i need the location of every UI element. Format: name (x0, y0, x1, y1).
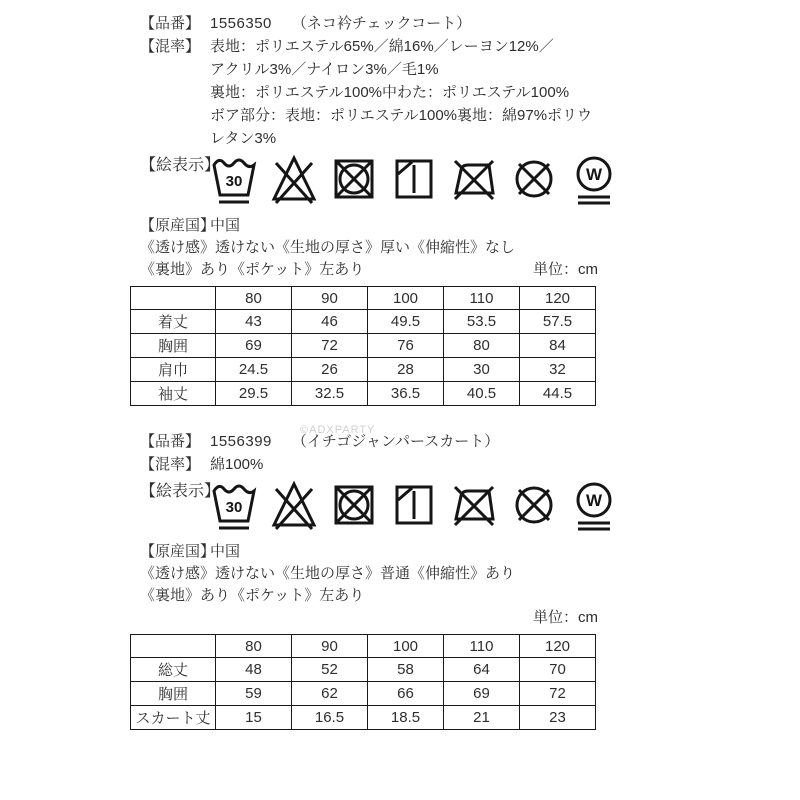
do-not-dry-clean-icon (510, 478, 558, 534)
wash-temp-text: 30 (225, 173, 243, 190)
col-header: 110 (444, 287, 520, 310)
cell: 44.5 (520, 382, 596, 406)
mix-ratio-label: 【混率】 (140, 456, 201, 473)
table-row (131, 706, 596, 730)
cell: 18.5 (368, 706, 444, 730)
cell: 29.5 (216, 382, 292, 406)
cell: 58 (368, 658, 444, 682)
professional-wet-clean-gentle-icon (570, 152, 618, 208)
row-label: 胸囲 (131, 682, 216, 706)
item-number: 1556350 (210, 15, 272, 32)
line-dry-in-shade-icon (390, 478, 438, 534)
cell: 76 (368, 334, 444, 358)
do-not-tumble-dry-icon (330, 152, 378, 208)
unit-note: 単位：cm (533, 261, 598, 278)
cell: 52 (292, 658, 368, 682)
cell: 59 (216, 682, 292, 706)
col-header: 90 (292, 635, 368, 658)
do-not-tumble-dry-icon (330, 478, 378, 534)
wash-30-gentle-icon (210, 152, 258, 208)
col-header: 100 (368, 287, 444, 310)
cell: 64 (444, 658, 520, 682)
mix-ratio-value (210, 453, 598, 476)
cell: 26 (292, 358, 368, 382)
cell: 72 (292, 334, 368, 358)
wet-clean-letter: W (585, 491, 603, 510)
cell: 32 (520, 358, 596, 382)
cell: 36.5 (368, 382, 444, 406)
care-symbols-strip (210, 478, 618, 534)
col-header: 110 (444, 635, 520, 658)
cell: 23 (520, 706, 596, 730)
watermark-text: ©ADXPARTY (300, 424, 376, 436)
care-symbols-label: 【絵表示】 (140, 483, 221, 500)
cell: 69 (444, 682, 520, 706)
item-name: （ネコ衿チェックコート） (291, 15, 472, 32)
cell: 46 (292, 310, 368, 334)
cell: 48 (216, 658, 292, 682)
unit-note: 単位：cm (533, 609, 598, 626)
table-row (131, 382, 596, 406)
size-table (130, 286, 596, 406)
line-dry-in-shade-icon (390, 152, 438, 208)
cell: 40.5 (444, 382, 520, 406)
item-number: 1556399 (210, 433, 272, 450)
cell: 72 (520, 682, 596, 706)
col-header: 100 (368, 635, 444, 658)
content-area (130, 12, 603, 730)
mix-line: アクリル3%／ナイロン3%／毛1% (210, 61, 439, 78)
row-label: 肩巾 (131, 358, 216, 382)
row-label: スカート丈 (131, 706, 216, 730)
do-not-dry-clean-icon (510, 152, 558, 208)
wash-temp-text: 30 (225, 499, 243, 516)
item-number-row (130, 12, 598, 35)
table-row (131, 682, 596, 706)
cell: 62 (292, 682, 368, 706)
cell: 66 (368, 682, 444, 706)
cell: 28 (368, 358, 444, 382)
cell: 30 (444, 358, 520, 382)
care-symbols-row (130, 152, 603, 208)
mix-line: 綿100% (210, 456, 264, 473)
item-number-value (210, 12, 598, 35)
cell: 24.5 (216, 358, 292, 382)
item-number-label: 【品番】 (140, 15, 201, 32)
col-header: 120 (520, 287, 596, 310)
table-header-row (131, 287, 596, 310)
mix-ratio-row (130, 453, 598, 476)
care-symbols-strip (210, 152, 618, 208)
do-not-bleach-icon (270, 478, 318, 534)
cell: 53.5 (444, 310, 520, 334)
row-label: 胸囲 (131, 334, 216, 358)
cell: 80 (444, 334, 520, 358)
cell: 15 (216, 706, 292, 730)
professional-wet-clean-gentle-icon (570, 478, 618, 534)
table-header-row (131, 635, 596, 658)
origin-value: 中国 (210, 543, 241, 560)
mix-ratio-value (210, 35, 598, 150)
col-header: 80 (216, 287, 292, 310)
mix-ratio-label: 【混率】 (140, 38, 201, 55)
col-header: 120 (520, 635, 596, 658)
size-table (130, 634, 596, 730)
cell: 70 (520, 658, 596, 682)
origin-row (130, 540, 598, 563)
cell: 69 (216, 334, 292, 358)
origin-label: 【原産国】 (140, 543, 216, 560)
row-label: 総丈 (131, 658, 216, 682)
origin-label: 【原産国】 (140, 217, 216, 234)
mix-line: ボア部分：表地：ポリエステル100%裏地：綿97%ポリウレタン3% (210, 107, 593, 147)
row-label: 着丈 (131, 310, 216, 334)
cell: 49.5 (368, 310, 444, 334)
col-header: 80 (216, 635, 292, 658)
origin-value: 中国 (210, 217, 241, 234)
cell: 16.5 (292, 706, 368, 730)
item-name: （イチゴジャンパースカート） (291, 433, 500, 450)
cell: 32.5 (292, 382, 368, 406)
table-row (131, 310, 596, 334)
cell: 21 (444, 706, 520, 730)
do-not-iron-icon (450, 152, 498, 208)
mix-line: 裏地：ポリエステル100%中わた：ポリエステル100% (210, 84, 570, 101)
table-row (131, 334, 596, 358)
col-header: 90 (292, 287, 368, 310)
unit-note-row (130, 607, 598, 629)
fabric-attributes-line2: 《裏地》あり《ポケット》左あり (140, 587, 365, 604)
fabric-attributes-line2-row (130, 259, 598, 281)
do-not-iron-icon (450, 478, 498, 534)
mix-ratio-row (130, 35, 598, 150)
cell: 57.5 (520, 310, 596, 334)
fabric-attributes-line2: 《裏地》あり《ポケット》左あり (140, 261, 365, 278)
table-row (131, 358, 596, 382)
col-header (131, 287, 216, 310)
care-symbols-label: 【絵表示】 (140, 157, 221, 174)
cell: 84 (520, 334, 596, 358)
row-label: 袖丈 (131, 382, 216, 406)
item-number-value (210, 430, 598, 453)
col-header (131, 635, 216, 658)
cell: 43 (216, 310, 292, 334)
product-section-1 (130, 12, 603, 406)
care-symbols-row (130, 478, 603, 534)
do-not-bleach-icon (270, 152, 318, 208)
origin-row (130, 214, 598, 237)
product-section-2 (130, 424, 603, 730)
fabric-attributes-line1: 《透け感》透けない《生地の厚さ》厚い《伸縮性》なし (140, 239, 516, 256)
mix-line: 表地：ポリエステル65%／綿16%／レーヨン12%／ (210, 38, 554, 55)
item-number-row (130, 430, 598, 453)
wash-30-gentle-icon (210, 478, 258, 534)
item-number-label: 【品番】 (140, 433, 201, 450)
wet-clean-letter: W (585, 165, 603, 184)
fabric-attributes-line1: 《透け感》透けない《生地の厚さ》普通《伸縮性》あり (140, 565, 516, 582)
table-row (131, 658, 596, 682)
